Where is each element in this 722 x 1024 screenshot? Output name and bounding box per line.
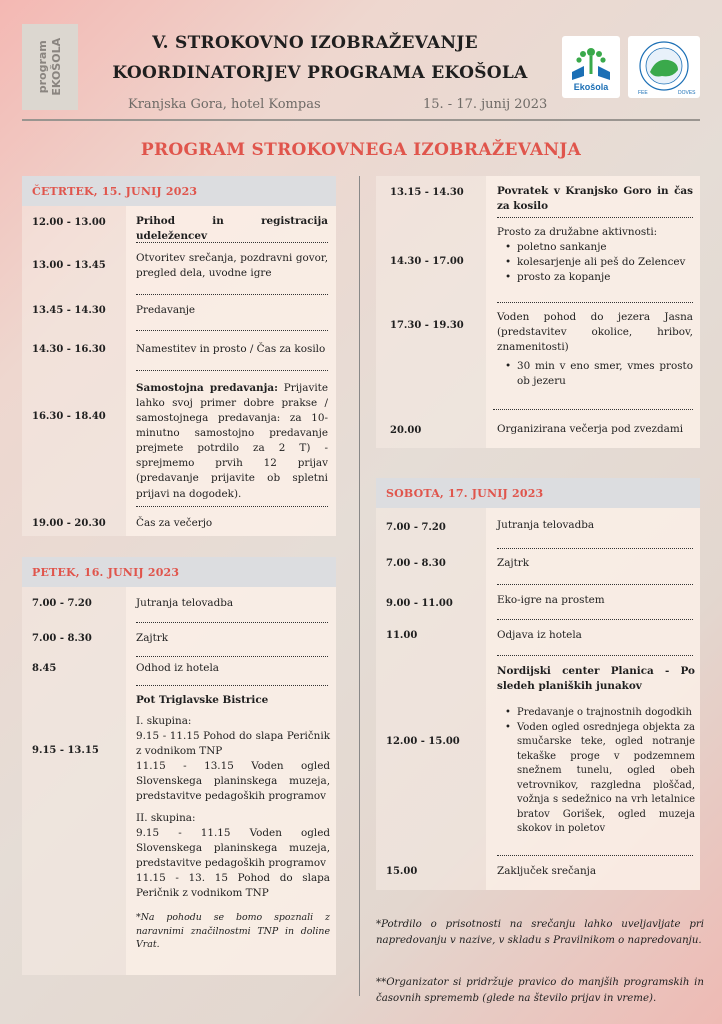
thu-desc-2: Otvoritev srečanja, pozdravni govor, pregled dela, uvodne igre [136,252,328,280]
thu-desc-1-text: Prihod in registracija udeležencev [136,215,328,243]
dotted-separator [136,242,328,243]
fee-doves-logo [628,36,700,98]
fri-group1-a: 9.15 - 11.15 Pohod do slapa Peričnik z vodnikom TNP [136,730,330,758]
note-attendance: *Potrdilo o prisotnosti na srečanju lahko uveljavljate pri napredovanju v nazive, v skladu s Pravilnikom o napredovanju. [376,919,704,947]
fri-group1-label: I. skupina: [136,715,192,728]
sat-planica-item: • Predavanje o trajnostnih dogodkih [503,706,695,721]
title-line2: KOORDINATORJEV PROGRAMA EKOŠOLA [112,63,528,83]
main-title: PROGRAM STROKOVNEGA IZOBRAŽEVANJA [140,140,582,160]
fri2-activity: • kolesarjenje ali peš do Zelencev [503,255,693,270]
sat-desc-5 [497,664,695,837]
dotted-separator [497,619,693,620]
fri-desc-2: Zajtrk [136,632,169,644]
thu-desc-5-bold: Samostojna predavanja: [136,382,278,394]
dotted-separator [136,506,328,507]
dotted-separator [497,655,693,656]
fri2-time-1: 13.15 - 14.30 [390,187,464,198]
brand-tab [22,24,78,110]
sat-planica-list [503,706,695,837]
event-dates: 15. - 17. junij 2023 [423,97,548,112]
dotted-separator [497,302,693,303]
thursday-time-column [22,206,126,536]
thu-time-2: 13.00 - 13.45 [32,260,106,271]
sat-desc-3: Eko-igre na prostem [497,594,605,606]
venue: Kranjska Gora, hotel Kompas [128,97,321,112]
fri2-desc-1-text: Povratek v Kranjsko Goro in čas za kosilo [497,185,693,213]
sat-planica-title: Nordijski center Planica - Po sledeh planiških junakov [497,665,695,693]
fri2-hike-note: • 30 min v eno smer, vmes prosto ob jezeru [503,359,693,389]
fri2-activity: • prosto za kopanje [503,270,693,285]
dotted-separator [136,656,328,657]
thu-time-4: 14.30 - 16.30 [32,344,106,355]
thursday-header: ČETRTEK, 15. JUNIJ 2023 [22,176,336,206]
dotted-separator [497,855,693,856]
dotted-separator [136,330,328,331]
sat-time-4: 11.00 [386,630,418,641]
thu-desc-1 [136,214,328,244]
fri-group1-b: 11.15 - 13.15 Voden ogled Slovenskega planinskega muzeja, predstavitve pedagoških programov [136,760,330,803]
fri2-hike-text: Voden pohod do jezera Jasna (predstavitev okolice, hribov, znamenitosti) [497,311,693,354]
thu-desc-5-text: Prijavite lahko svoj primer dobre prakse / samostojnega predavanja: za 10-minutno samostojno predavanje prejmete potrdilo za 2 T) - sprejmemo prvih 12 prijav (predavanje prijavite ob spletni prijavi na dogodek). [136,382,328,500]
sat-time-3: 9.00 - 11.00 [386,598,453,609]
thu-desc-4: Namestitev in prosto / Čas za kosilo [136,343,326,355]
fri2-time-4: 20.00 [390,425,422,436]
title-line1: V. STROKOVNO IZOBRAŽEVANJE [152,33,478,53]
logo2-label-right: DOVES [678,90,696,96]
note-organizer: **Organizator si pridržuje pravico do manjših programskih in časovnih sprememb (glede na število prijav in vreme). [376,977,704,1005]
header [0,0,722,128]
sat-desc-6: Zaključek srečanja [497,865,597,877]
fri-trip-title: Pot Triglavske Bistrice [136,694,269,706]
dotted-separator [497,548,693,549]
brand-line1: program [36,40,50,94]
dotted-separator [497,217,693,218]
dotted-separator [493,409,693,410]
fri-time-3: 8.45 [32,663,57,674]
fri2-activities-list [503,240,693,285]
fri2-activities-intro: Prosto za družabne aktivnosti: [497,226,658,238]
fri2-desc-4: Organizirana večerja pod zvezdami [497,423,684,435]
fri-desc-1: Jutranja telovadba [136,597,234,609]
fri-time-1: 7.00 - 7.20 [32,598,92,609]
saturday-header: SOBOTA, 17. JUNIJ 2023 [376,478,700,508]
column-divider [359,176,360,996]
sat-planica-item: • Voden ogled osrednjega objekta za smučarske teke, ogled notranje tekaške proge v podzemnem snežnem tunelu, ogled obeh vetrovnikov, razgledna ploščad, vožnja s sedežnico na vrh letalnice bratov Gorišek, ogled muzeja skokov in poletov [503,721,695,837]
fri-group2-b: 11.15 - 13. 15 Pohod do slapa Peričnik z vodnikom TNP [136,871,330,899]
ekosola-logo [562,36,620,98]
dotted-separator [497,584,693,585]
sat-desc-4: Odjava iz hotela [497,629,582,641]
thu-time-5: 16.30 - 18.40 [32,411,106,422]
fri2-desc-3 [497,310,693,389]
dotted-separator [136,685,328,686]
sat-time-6: 15.00 [386,866,418,877]
fri-time-4: 9.15 - 13.15 [32,745,99,756]
thu-time-6: 19.00 - 20.30 [32,518,106,529]
dotted-separator [136,622,328,623]
sat-time-5: 12.00 - 15.00 [386,736,460,747]
dotted-separator [136,370,328,371]
logo2-label-left: FEE [638,90,648,96]
friday-time-column [22,587,126,975]
thu-desc-6: Čas za večerjo [136,517,213,529]
fri2-desc-1 [497,184,693,214]
friday-cont-time-column [376,176,486,448]
fri2-hike-list [503,359,693,389]
thu-time-1: 12.00 - 13.00 [32,217,106,228]
thu-desc-3: Predavanje [136,304,196,316]
fri-trip-note: *Na pohodu se bomo spoznali z naravnimi značilnostmi TNP in doline Vrat. [136,912,330,951]
thu-desc-5 [136,381,328,502]
dotted-separator [136,294,328,295]
sat-time-1: 7.00 - 7.20 [386,522,446,533]
fri-desc-4 [136,693,330,952]
brand-line2: EKOŠOLA [50,38,64,96]
fri2-desc-2 [497,225,693,285]
sat-time-2: 7.00 - 8.30 [386,558,446,569]
fri-desc-3: Odhod iz hotela [136,662,219,674]
sat-desc-1: Jutranja telovadba [497,519,595,531]
logo1-label: Ekošola [573,82,609,92]
fri-time-2: 7.00 - 8.30 [32,633,92,644]
thu-time-3: 13.45 - 14.30 [32,305,106,316]
fri2-time-3: 17.30 - 19.30 [390,320,464,331]
header-rule [22,119,700,121]
fri-group2-a: 9.15 - 11.15 Voden ogled Slovenskega planinskega muzeja, predstavitve pedagoških programov [136,826,330,869]
fri2-activity: • poletno sankanje [503,240,693,255]
fri-group2-label: II. skupina: [136,811,196,824]
friday-header: PETEK, 16. JUNIJ 2023 [22,557,336,587]
sat-desc-2: Zajtrk [497,557,530,569]
fri2-time-2: 14.30 - 17.00 [390,256,464,267]
